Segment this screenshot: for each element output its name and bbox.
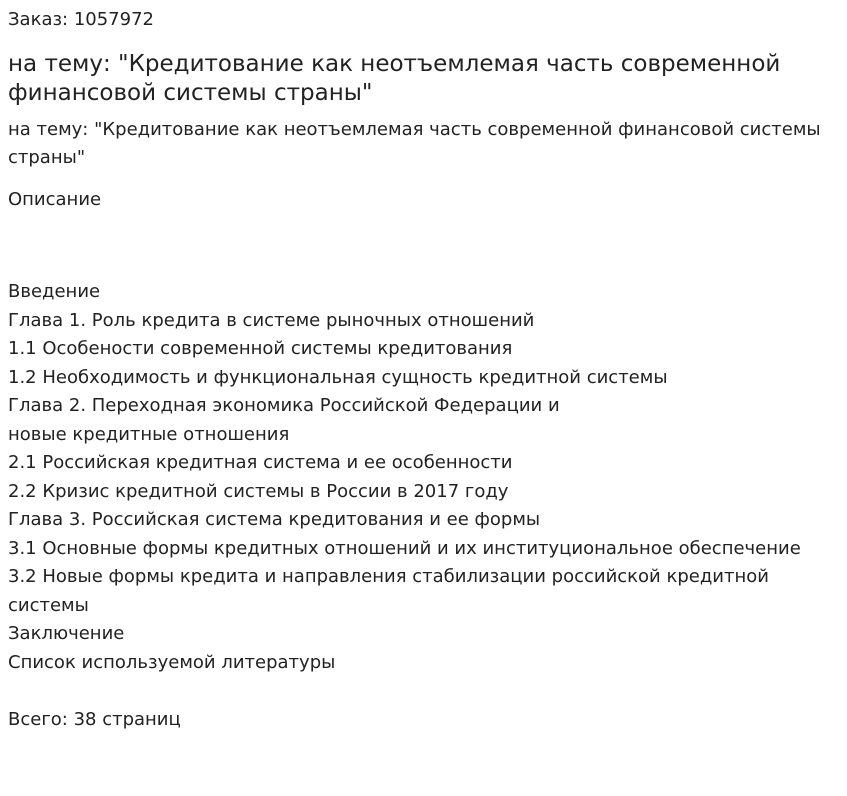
toc-item: 3.2 Новые формы кредита и направления стабилизации российской кредитной системы <box>8 566 769 616</box>
toc-item: новые кредитные отношения <box>8 423 290 445</box>
toc-item: Список используемой литературы <box>8 651 336 673</box>
order-number: Заказ: 1057972 <box>8 9 154 30</box>
total-pages: Всего: 38 страниц <box>8 709 181 730</box>
toc-item: Глава 2. Переходная экономика Российской Федерации и <box>8 395 560 416</box>
toc-item: 2.1 Российская кредитная система и ее особенности <box>8 452 513 473</box>
toc-item: 1.1 Особености современной системы кредитования <box>8 338 513 359</box>
page-title: на тему: "Кредитование как неотъемлемая часть современной финансовой системы страны" <box>8 51 781 106</box>
toc-item: Глава 3. Российская система кредитования и ее формы <box>8 509 541 530</box>
description-heading: Описание <box>8 189 102 210</box>
page-subtitle: на тему: "Кредитование как неотъемлемая часть современной финансовой системы страны" <box>8 119 821 168</box>
toc-item: 1.2 Необходимость и функциональная сущность кредитной системы <box>8 366 668 388</box>
table-of-contents <box>8 278 839 677</box>
toc-item: Заключение <box>8 623 125 644</box>
toc-item: Введение <box>8 281 101 302</box>
toc-item: 3.1 Основные формы кредитных отношений и их институциональное обеспечение <box>8 537 801 559</box>
toc-item: 2.2 Кризис кредитной системы в России в 2017 году <box>8 480 509 502</box>
toc-item: Глава 1. Роль кредита в системе рыночных отношений <box>8 309 535 331</box>
